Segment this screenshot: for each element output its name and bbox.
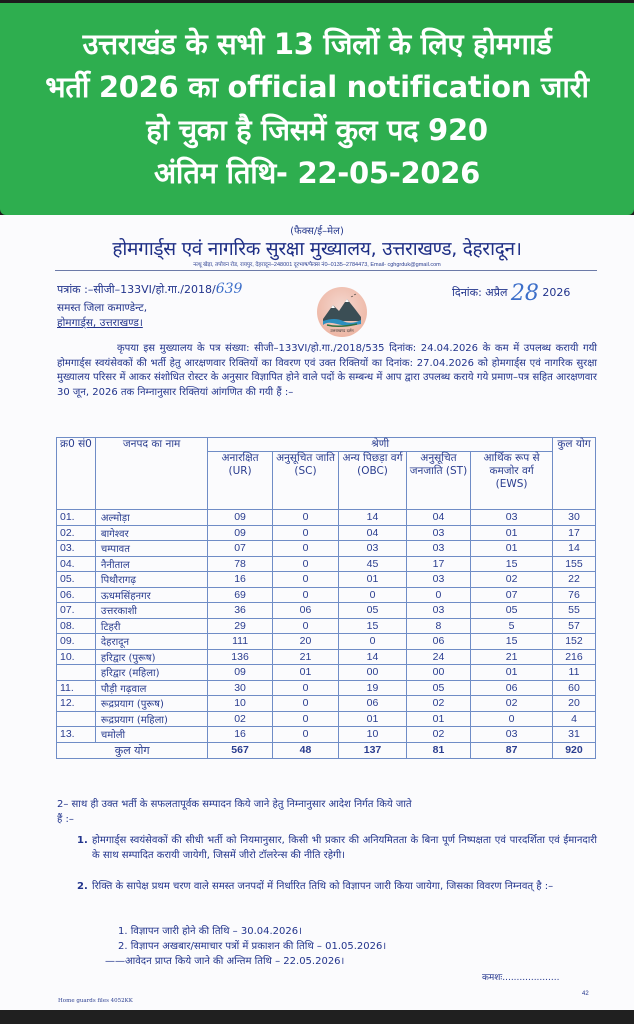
mountain-river-logo-icon: [317, 287, 367, 337]
cell-obc: 01: [339, 572, 407, 588]
cell-obc: 03: [339, 541, 407, 557]
orders-paragraph: 2– साथ ही उक्त भर्ती के सफलतापूर्वक सम्पादन किये जाने हेतु निम्नानुसार आदेश निर्गत किये जाते: [57, 799, 412, 810]
reference-number-handwritten: 639: [215, 281, 243, 297]
headquarters-title: होमगार्ड्स एवं नागरिक सुरक्षा मुख्यालय, उत्तराखण्ड, देहरादून।: [112, 238, 522, 260]
cell-sc: 0: [272, 541, 338, 557]
cell-obc: 01: [339, 711, 407, 727]
total-total: 920: [552, 742, 595, 758]
cell-obc: 04: [339, 525, 407, 541]
header-serial-no: क्र0 सं0: [57, 438, 96, 510]
total-ur: 567: [208, 742, 272, 758]
total-sc: 48: [272, 742, 338, 758]
cell-sc: 21: [272, 649, 338, 665]
cell-district: टिहरी: [95, 618, 208, 634]
cell-district: पौड़ी गढ़वाल: [95, 680, 208, 696]
cell-ur: 16: [208, 572, 272, 588]
date-year: 2026: [542, 286, 571, 299]
cell-district: हरिद्वार (पुरूष): [95, 649, 208, 665]
cell-ews: 05: [471, 603, 553, 619]
cell-district: नैनीताल: [95, 556, 208, 572]
cell-st: 03: [406, 572, 470, 588]
cell-obc: 14: [339, 510, 407, 526]
cell-total: 22: [552, 572, 595, 588]
table-row: [57, 603, 596, 619]
cell-serial-no: 13.: [57, 727, 96, 743]
cell-serial-no: 01.: [57, 510, 96, 526]
cell-total: 4: [552, 711, 595, 727]
vacancy-table-body: [57, 510, 596, 759]
cell-district: अल्मोड़ा: [95, 510, 208, 526]
letter-reference: [57, 281, 242, 297]
cell-district: रूद्रप्रयाग (महिला): [95, 711, 208, 727]
total-obc: 137: [339, 742, 407, 758]
cell-total: 55: [552, 603, 595, 619]
headline-line-4: अंतिम तिथि- 22-05-2026: [154, 156, 480, 190]
headline-banner: [0, 3, 634, 215]
cell-ur: 29: [208, 618, 272, 634]
cell-ews: 03: [471, 510, 553, 526]
cell-district: रूद्रप्रयाग (पुरूष): [95, 696, 208, 712]
table-row: [57, 696, 596, 712]
cell-st: 05: [406, 680, 470, 696]
cell-serial-no: 06.: [57, 587, 96, 603]
order-item-1-text: होमगार्ड्स स्वयंसेवकों की सीधी भर्ती को नियमानुसार, किसी भी प्रकार की अनियमितता के बिना पूर्ण निष्पक्षता एवं पारदर्शिता एवं ईमानदारी के साथ सम्पादित करायी जायेगी, जिसमें जीरो टॉलरेन्स की नीति रहेगी।: [92, 835, 597, 861]
cell-st: 02: [406, 696, 470, 712]
cell-total: 155: [552, 556, 595, 572]
cell-sc: 01: [272, 665, 338, 681]
order-item-2-number: 2.: [77, 881, 88, 892]
orders-paragraph-continued: हैं :–: [57, 814, 74, 825]
cell-ews: 15: [471, 556, 553, 572]
cell-sc: 0: [272, 727, 338, 743]
cell-district: बागेश्वर: [95, 525, 208, 541]
cell-st: 17: [406, 556, 470, 572]
cell-st: 04: [406, 510, 470, 526]
cell-obc: 00: [339, 665, 407, 681]
cell-total: 57: [552, 618, 595, 634]
cell-serial-no: 07.: [57, 603, 96, 619]
fax-email-label: (फैक्स/ई–मेल): [290, 226, 344, 237]
header-district: जनपद का नाम: [95, 438, 208, 510]
newspaper-publication-date: 2. विज्ञापन अखबार/समाचार पत्रों में प्रकाशन की तिथि – 01.05.2026।: [118, 941, 387, 952]
cell-sc: 0: [272, 618, 338, 634]
table-row: [57, 680, 596, 696]
cell-serial-no: 02.: [57, 525, 96, 541]
headquarters-address: नत्थू खेड़ा, तपोवन रोड, रायपुर, देहरादून–248001 दूरभाष/फैक्स नं0–0135–2784473, Email- cghgrduk@gmail.com: [193, 262, 441, 268]
header-total: कुल योग: [552, 438, 595, 510]
cell-sc: 0: [272, 680, 338, 696]
header-obc: अन्य पिछड़ा वर्ग (OBC): [339, 452, 407, 510]
cell-ews: 03: [471, 727, 553, 743]
table-row: [57, 525, 596, 541]
cell-st: 8: [406, 618, 470, 634]
cell-obc: 0: [339, 634, 407, 650]
cell-total: 20: [552, 696, 595, 712]
cell-sc: 06: [272, 603, 338, 619]
cell-ur: 09: [208, 510, 272, 526]
cell-ur: 30: [208, 680, 272, 696]
table-row: [57, 618, 596, 634]
addressee-line-2: होमगार्ड्स, उत्तराखण्ड।: [57, 317, 143, 329]
cell-ur: 36: [208, 603, 272, 619]
cell-ur: 78: [208, 556, 272, 572]
header-category: श्रेणी: [208, 438, 553, 452]
addressee-block: [57, 301, 147, 331]
cell-obc: 05: [339, 603, 407, 619]
cell-district: चमोली: [95, 727, 208, 743]
vacancy-table: [56, 437, 596, 759]
header-divider: [55, 270, 597, 271]
cell-ur: 10: [208, 696, 272, 712]
bottom-dark-bar: [0, 1010, 634, 1024]
cell-serial-no: 10.: [57, 649, 96, 665]
cell-obc: 15: [339, 618, 407, 634]
cell-ur: 07: [208, 541, 272, 557]
cell-serial-no: 11.: [57, 680, 96, 696]
cell-st: 00: [406, 665, 470, 681]
cell-obc: 0: [339, 587, 407, 603]
cell-obc: 14: [339, 649, 407, 665]
cell-district: हरिद्वार (महिला): [95, 665, 208, 681]
cell-st: 24: [406, 649, 470, 665]
date-prefix: दिनांक: अप्रैल: [452, 286, 508, 299]
table-total-row: [57, 742, 596, 758]
cell-total: 11: [552, 665, 595, 681]
cell-sc: 0: [272, 587, 338, 603]
cell-total: 216: [552, 649, 595, 665]
table-row: [57, 711, 596, 727]
cell-ews: 07: [471, 587, 553, 603]
order-item-2: [77, 880, 597, 895]
cell-total: 31: [552, 727, 595, 743]
cell-sc: 0: [272, 525, 338, 541]
cell-ur: 09: [208, 665, 272, 681]
cell-total: 17: [552, 525, 595, 541]
page-number: 42: [582, 991, 589, 997]
cell-sc: 0: [272, 711, 338, 727]
cell-ur: 16: [208, 727, 272, 743]
order-item-2-text: रिक्ति के सापेक्ष प्रथम चरण वाले समस्त जनपदों में निर्धारित तिथि को विज्ञापन जारी किया जायेगा, जिसका विवरण निम्नवत् है :–: [92, 881, 554, 892]
cell-total: 14: [552, 541, 595, 557]
headline-line-3: हो चुका है जिसमें कुल पद 920: [146, 113, 488, 147]
cell-serial-no: 03.: [57, 541, 96, 557]
reference-prefix: पत्रांक :–सीजी–133VI/हो.गा./2018/: [57, 283, 216, 296]
total-ews: 87: [471, 742, 553, 758]
cell-ur: 111: [208, 634, 272, 650]
table-row: [57, 727, 596, 743]
table-row: [57, 572, 596, 588]
logo-caption: उत्तराखण्ड दर्शन: [330, 328, 354, 333]
cell-ews: 5: [471, 618, 553, 634]
cell-serial-no: [57, 665, 96, 681]
notification-document: [0, 215, 634, 1010]
cell-ews: 02: [471, 572, 553, 588]
cell-ews: 21: [471, 649, 553, 665]
cell-district: ऊधमसिंहनगर: [95, 587, 208, 603]
intro-paragraph: [57, 342, 597, 400]
cell-sc: 20: [272, 634, 338, 650]
total-label: कुल योग: [57, 742, 208, 758]
cell-total: 152: [552, 634, 595, 650]
cell-obc: 45: [339, 556, 407, 572]
letter-date: [452, 281, 570, 306]
cell-total: 60: [552, 680, 595, 696]
cell-st: 03: [406, 603, 470, 619]
cell-st: 02: [406, 727, 470, 743]
header-st: अनुसूचित जनजाति (ST): [406, 452, 470, 510]
table-row: [57, 587, 596, 603]
cell-ews: 01: [471, 665, 553, 681]
total-st: 81: [406, 742, 470, 758]
cell-ews: 01: [471, 525, 553, 541]
date-day-handwritten: 28: [510, 281, 539, 306]
cell-st: 0: [406, 587, 470, 603]
cell-total: 76: [552, 587, 595, 603]
cell-ews: 02: [471, 696, 553, 712]
intro-paragraph-text: कृपया इस मुख्यालय के पत्र संख्या: सीजी–133VI/हो.गा./2018/535 दिनांक: 24.04.2026 के कम में उपलब्ध करायी गयी होमगार्ड्स स्वयंसेवकों की भर्ती हेतु आरक्षणवार रिक्तियों का विवरण एवं उक्त रिक्तियों का दिनांक: 27.04.2026 को होमगार्ड्स एवं नागरिक सुरक्षा मुख्यालय परिसर में आकर संशोधित रोस्टर के अनुसार विज्ञापित होने वाले पदों के सम्बन्ध में आप द्वारा उपलब्ध कराये गये प्रमाण–पत्र सहित आरक्षणवार 30 जून, 2026 तक निम्नानुसार रिक्तियां आंगणित की गयी हैं :–: [57, 343, 597, 398]
continued-marker: कमशः....................: [482, 973, 560, 983]
cell-sc: 0: [272, 556, 338, 572]
table-row: [57, 541, 596, 557]
cell-sc: 0: [272, 696, 338, 712]
table-row: [57, 510, 596, 526]
cell-ur: 136: [208, 649, 272, 665]
cell-sc: 0: [272, 572, 338, 588]
cell-serial-no: 12.: [57, 696, 96, 712]
addressee-line-1: समस्त जिला कमाण्डेन्ट,: [57, 302, 148, 314]
cell-district: उत्तरकाशी: [95, 603, 208, 619]
uttarakhand-darshan-logo: [317, 287, 367, 337]
cell-total: 30: [552, 510, 595, 526]
table-row: [57, 665, 596, 681]
headline-line-1: उत्तराखंड के सभी 13 जिलों के लिए होमगार्ड: [82, 27, 552, 61]
cell-obc: 06: [339, 696, 407, 712]
cell-ur: 69: [208, 587, 272, 603]
cell-district: देहरादून: [95, 634, 208, 650]
table-row: [57, 634, 596, 650]
table-row: [57, 556, 596, 572]
cell-ur: 02: [208, 711, 272, 727]
cell-sc: 0: [272, 510, 338, 526]
cell-ews: 06: [471, 680, 553, 696]
advertisement-release-date: 1. विज्ञापन जारी होने की तिथि – 30.04.2026।: [118, 926, 302, 937]
cell-st: 03: [406, 525, 470, 541]
header-ur: अनारक्षित (UR): [208, 452, 272, 510]
cell-obc: 10: [339, 727, 407, 743]
cell-serial-no: [57, 711, 96, 727]
cell-st: 06: [406, 634, 470, 650]
cell-ews: 0: [471, 711, 553, 727]
header-sc: अनुसूचित जाति (SC): [272, 452, 338, 510]
cell-serial-no: 05.: [57, 572, 96, 588]
cell-serial-no: 08.: [57, 618, 96, 634]
cell-serial-no: 09.: [57, 634, 96, 650]
cell-serial-no: 04.: [57, 556, 96, 572]
headline-line-2: भर्ती 2026 का official notification जारी: [45, 70, 589, 104]
header-ews: आर्थिक रूप से कमजोर वर्ग (EWS): [471, 452, 553, 510]
cell-st: 01: [406, 711, 470, 727]
cell-ur: 09: [208, 525, 272, 541]
table-row: [57, 649, 596, 665]
cell-ews: 01: [471, 541, 553, 557]
cell-obc: 19: [339, 680, 407, 696]
order-item-1: [77, 834, 597, 863]
footer-file-note: Home guards files 4052KK: [58, 998, 133, 1004]
order-item-1-number: 1.: [77, 835, 88, 846]
cell-ews: 15: [471, 634, 553, 650]
application-last-date: ——आवेदन प्राप्त किये जाने की अन्तिम तिथि – 22.05.2026।: [105, 956, 345, 967]
cell-district: चम्पावत: [95, 541, 208, 557]
cell-district: पिथौरागढ़: [95, 572, 208, 588]
cell-st: 03: [406, 541, 470, 557]
